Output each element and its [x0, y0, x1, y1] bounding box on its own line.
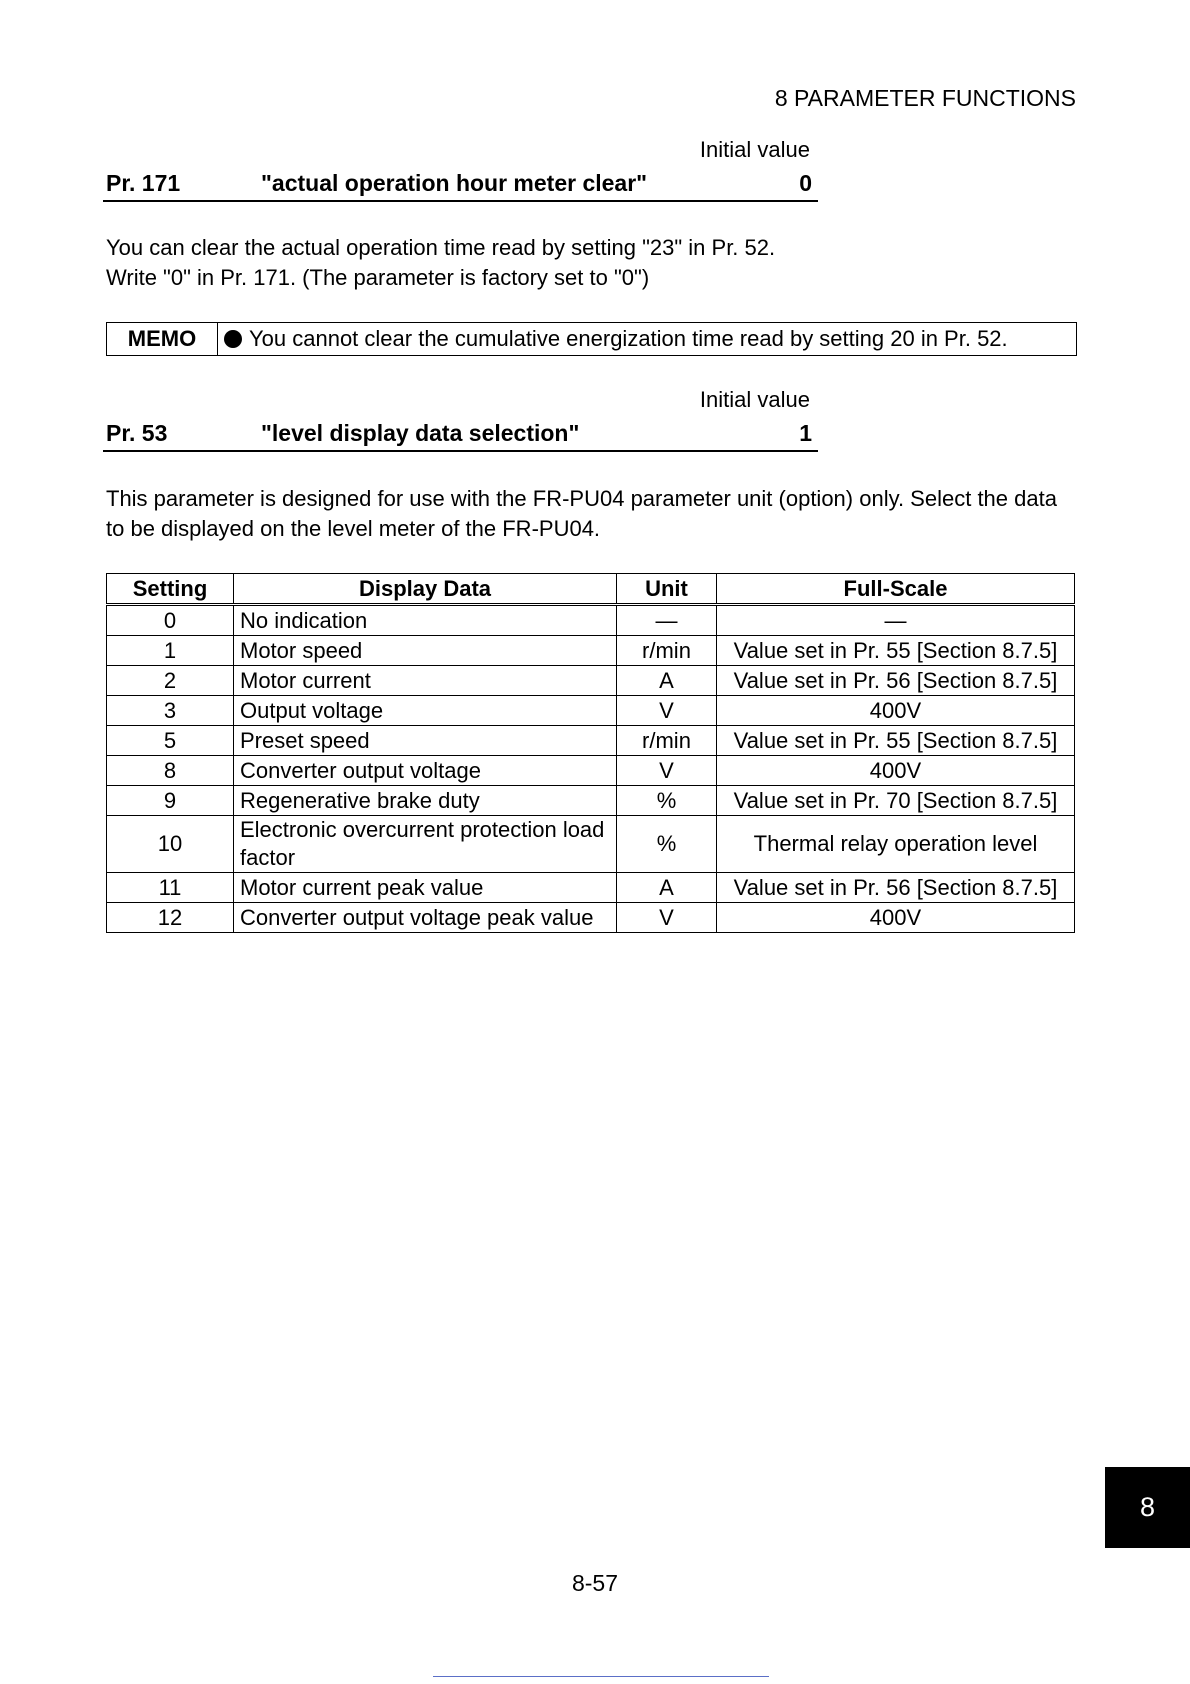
cell-full-scale: Thermal relay operation level: [717, 816, 1075, 873]
memo-text: You cannot clear the cumulative energization time read by setting 20 in Pr. 52.: [249, 326, 1008, 351]
cell-unit: A: [617, 873, 717, 903]
cell-display-data: Converter output voltage: [234, 756, 617, 786]
table-row: [107, 666, 1075, 696]
cell-setting: 11: [107, 873, 234, 903]
param-53-description: [106, 484, 1057, 544]
cell-setting: 3: [107, 696, 234, 726]
param-name: "actual operation hour meter clear": [261, 170, 648, 196]
desc-line: to be displayed on the level meter of the FR-PU04.: [106, 516, 601, 541]
table-row: [107, 605, 1075, 636]
cell-display-data: Output voltage: [234, 696, 617, 726]
cell-full-scale: Value set in Pr. 55 [Section 8.7.5]: [717, 726, 1075, 756]
memo-content: [218, 323, 1008, 355]
cell-display-data: Motor speed: [234, 636, 617, 666]
bullet-icon: [224, 330, 242, 348]
cell-display-data: No indication: [234, 605, 617, 636]
header-unit: Unit: [617, 574, 717, 605]
param-53-heading: [103, 418, 818, 452]
cell-unit: r/min: [617, 726, 717, 756]
level-display-table: [106, 573, 1075, 933]
cell-unit: %: [617, 816, 717, 873]
cell-display-data: Converter output voltage peak value: [234, 903, 617, 933]
cell-setting: 1: [107, 636, 234, 666]
cell-setting: 8: [107, 756, 234, 786]
cell-setting: 12: [107, 903, 234, 933]
cell-full-scale: Value set in Pr. 70 [Section 8.7.5]: [717, 786, 1075, 816]
table-row: [107, 636, 1075, 666]
table-header-row: [107, 574, 1075, 605]
table-row: [107, 816, 1075, 873]
initial-value-label: Initial value: [699, 387, 810, 412]
cell-setting: 5: [107, 726, 234, 756]
param-name: "level display data selection": [261, 420, 580, 446]
cell-unit: V: [617, 903, 717, 933]
cell-full-scale: Value set in Pr. 56 [Section 8.7.5]: [717, 873, 1075, 903]
page-number: 8-57: [571, 1570, 619, 1596]
param-171-description: [106, 233, 775, 293]
chapter-tab: 8: [1105, 1467, 1190, 1548]
table-row: [107, 873, 1075, 903]
cell-unit: A: [617, 666, 717, 696]
footer-divider: [433, 1676, 769, 1677]
cell-unit: V: [617, 696, 717, 726]
cell-display-data: Motor current peak value: [234, 873, 617, 903]
cell-full-scale: Value set in Pr. 55 [Section 8.7.5]: [717, 636, 1075, 666]
cell-display-data: Motor current: [234, 666, 617, 696]
cell-full-scale: Value set in Pr. 56 [Section 8.7.5]: [717, 666, 1075, 696]
cell-setting: 9: [107, 786, 234, 816]
cell-setting: 2: [107, 666, 234, 696]
desc-line: This parameter is designed for use with the FR-PU04 parameter unit (option) only. Select the data: [106, 486, 1057, 511]
param-initial-value: 1: [799, 420, 812, 446]
cell-setting: 10: [107, 816, 234, 873]
initial-value-label: Initial value: [699, 137, 810, 162]
header-display-data: Display Data: [234, 574, 617, 605]
table-body: [107, 605, 1075, 933]
memo-label: MEMO: [107, 323, 218, 355]
desc-line: You can clear the actual operation time read by setting "23" in Pr. 52.: [106, 235, 776, 260]
cell-setting: 0: [107, 605, 234, 636]
cell-display-data: Preset speed: [234, 726, 617, 756]
cell-full-scale: —: [717, 605, 1075, 636]
table-row: [107, 903, 1075, 933]
param-171-heading: [103, 168, 818, 202]
param-initial-value: 0: [799, 170, 812, 196]
page-header-title: 8 PARAMETER FUNCTIONS: [774, 85, 1076, 111]
desc-line: Write "0" in Pr. 171. (The parameter is factory set to "0"): [106, 265, 650, 290]
cell-full-scale: 400V: [717, 696, 1075, 726]
cell-unit: r/min: [617, 636, 717, 666]
cell-unit: —: [617, 605, 717, 636]
cell-full-scale: 400V: [717, 903, 1075, 933]
cell-unit: V: [617, 756, 717, 786]
cell-full-scale: 400V: [717, 756, 1075, 786]
cell-display-data: Electronic overcurrent protection load factor: [234, 816, 617, 873]
param-number: Pr. 53: [106, 420, 168, 446]
cell-display-data: Regenerative brake duty: [234, 786, 617, 816]
table-row: [107, 726, 1075, 756]
param-number: Pr. 171: [106, 170, 181, 196]
table-row: [107, 786, 1075, 816]
table-row: [107, 756, 1075, 786]
cell-unit: %: [617, 786, 717, 816]
header-full-scale: Full-Scale: [717, 574, 1075, 605]
memo-box: [106, 322, 1077, 356]
header-setting: Setting: [107, 574, 234, 605]
table-row: [107, 696, 1075, 726]
